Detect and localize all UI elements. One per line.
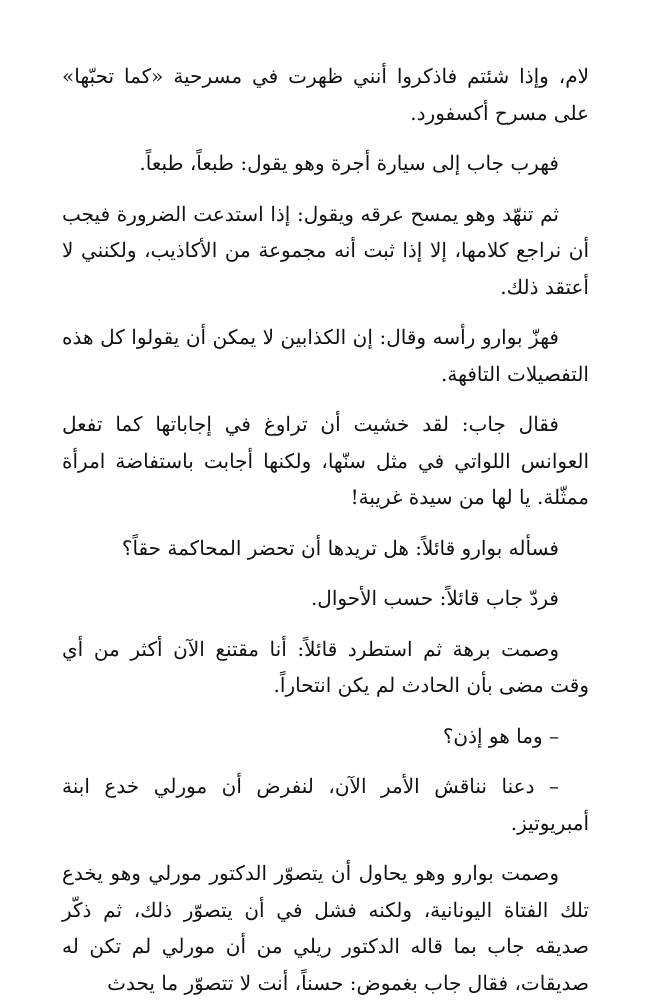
paragraph-3: ثم تنهّد وهو يمسح عرقه ويقول: إذا استدعت الضرورة فيجب أن نراجع كلامها، إلا إذا ثبت أنه مجموعة من الأكاذيب، ولكنني لا أعتقد ذلك. (62, 201, 589, 299)
paragraph-6: فسأله بوارو قائلاً: هل تريدها أن تحضر المحاكمة حقاً؟ (121, 535, 559, 560)
paragraph-9: – وما هو إذن؟ (442, 723, 559, 748)
paragraph-2: فهرب جاب إلى سيارة أجرة وهو يقول: طبعاً، طبعاً. (139, 151, 559, 175)
paragraph-5: فقال جاب: لقد خشيت أن تراوغ في إجاباتها كما تفعل العوانس اللواتي في مثل سنّها، ولكنها أجابت باستفاضة امرأة ممثّلة. يا لها من سيدة غريبة! (62, 412, 589, 509)
paragraph-11: وصمت بوارو وهو يحاول أن يتصوّر الدكتور مورلي وهو يخدع تلك الفتاة اليونانية، ولكنه فشل في أن يتصوّر ذلك، ثم ذكّر صديقه جاب بما قاله الدكتور ريلي من أن مورلي لم تكن له صديقات، فقال جاب بغموض: حسناً، أنت لا تتصوّر ما يحدث (62, 861, 589, 995)
paragraph-8: وصمت برهة ثم استطرد قائلاً: أنا مقتنع الآن أكثر من أي وقت مضى بأن الحادث لم يكن انتحاراً. (62, 636, 589, 697)
paragraph-4: فهزّ بوارو رأسه وقال: إن الكذابين لا يمكن أن يقولوا كل هذه التفصيلات التافهة. (62, 325, 589, 386)
paragraph-1: لام، وإذا شئتم فاذكروا أنني ظهرت في مسرحية «كما تحبّها» على مسرح أكسفورد. (62, 64, 589, 125)
paragraph-7: فردّ جاب قائلاً: حسب الأحوال. (310, 586, 559, 610)
paragraph-10: – دعنا نناقش الأمر الآن، لنفرض أن مورلي خدع ابنة أمبريوتيز. (62, 774, 589, 835)
